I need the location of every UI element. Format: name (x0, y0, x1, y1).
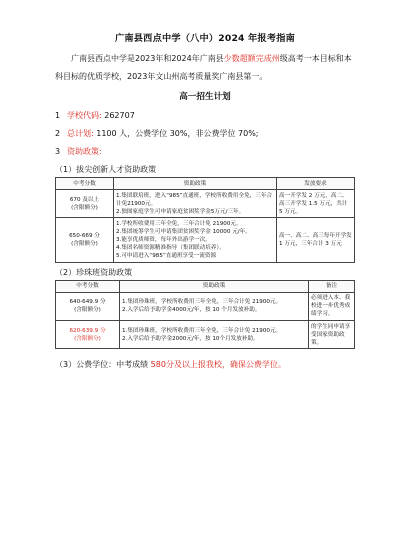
column-header: 中考分数 (56, 178, 114, 190)
note-cell: 的学生同申请享受国家资助政策。 (309, 320, 355, 348)
score-range: 620-639.9 分 (69, 327, 106, 334)
item-number: 1 (55, 111, 61, 120)
intro-paragraph (55, 50, 355, 86)
requirement-cell: 高一开学发 2 万元，高二、高三开学发 1.5 万元，共计 5 万元。 (277, 190, 355, 218)
item-total-plan (55, 126, 355, 142)
item-value: 262707 (104, 111, 135, 120)
subheading-pearl-class: （2）珍珠班资助政策 (55, 267, 133, 277)
policy-line: 2.入学后给予助学金2000元/年，按 10个月发放补助。 (122, 335, 259, 342)
document-body (55, 30, 355, 373)
item-number: 2 (55, 129, 61, 138)
item-aid-policy (55, 144, 355, 160)
policy-line: 2.独图家庭学生可申请家庭贫困奖学金5万元/三年。 (116, 208, 245, 215)
policy-cell (120, 292, 309, 320)
score-note: (含限额分) (74, 335, 101, 342)
column-header: 发放要求 (277, 178, 355, 190)
item-label: 总计划: (67, 129, 94, 138)
public-seat-note (55, 357, 355, 373)
policy-line: 3.能享优质师资，每年外出游学一次。 (116, 236, 211, 243)
score-cell (56, 292, 120, 320)
column-header: 中考分数 (56, 280, 120, 292)
policy-line: 2.集团统筹学生可申请集团贫困奖学金 10000 元/年。 (116, 228, 251, 235)
item-school-code (55, 108, 355, 124)
policy-line: 1.集团珍珠班，学校所收费用三年全免，三年合计免 21900元。 (122, 299, 282, 306)
item-value: 1100 人，公费学位 30%，非公费学位 70%; (96, 129, 259, 138)
intro-text-2: 级高考一本目标和本科目标的优质学校 (55, 54, 352, 81)
intro-highlight: 少数超额完成州 (223, 54, 280, 63)
table-row (56, 292, 355, 320)
item-label: 资助政策: (67, 147, 102, 156)
column-header: 资助政策 (114, 178, 277, 190)
table-row (56, 190, 355, 218)
table-row (56, 218, 355, 262)
score-cell (56, 218, 114, 262)
score-note: (含限额分) (71, 204, 98, 211)
policy-cell (114, 190, 277, 218)
public-seat-text: （3）公费学位：中考成绩 (55, 360, 151, 370)
note-cell: 必须进入本、我校进一步优秀成绩学习。 (309, 292, 355, 320)
policy-cell (120, 320, 309, 348)
table-row (56, 320, 355, 348)
score-range: 650-669 分 (69, 232, 100, 239)
column-header: 资助政策 (120, 280, 309, 292)
score-range: 670 及以上 (69, 196, 100, 203)
score-cell (56, 190, 114, 218)
policy-line: 4.集团名师资源精准指导（集团联动培养）。 (116, 244, 225, 251)
policy-line: 1.集团珍珠班，学校所收费用三年全免，三年合计免 21900元。 (122, 327, 282, 334)
intro-text-1: 广南县西点中学是2023年和2024年广南县 (71, 54, 224, 63)
policy-line: 5.可申请进入“985”直通班享受一流资源 (116, 252, 217, 259)
score-range: 640-649.9 分 (69, 299, 106, 306)
score-note: (含限额分) (74, 307, 101, 314)
policy-cell (114, 218, 277, 262)
intro-text-3: ，2023年文山州高考质量奖广南县第一。 (119, 72, 268, 81)
policy-line: 2.入学后给予助学金4000元/年，按 10 个月发放补助。 (122, 307, 261, 314)
column-header: 备注 (309, 280, 355, 292)
policy-line: 1.集团联培班，进入“985”直通班，学校所收费用全免，三年合计免21900元。 (116, 192, 273, 207)
pearl-class-table (55, 280, 355, 350)
item-number: 3 (55, 147, 61, 156)
requirement-cell: 高一、高二、高三每年开学发 1 万元，三年合计 3 万元 (277, 218, 355, 262)
document-title: 广南县西点中学（八中）2024 年报考指南 (115, 33, 295, 44)
policy-line: 1.学校所收费用三年全免，三年合计免 21900元。 (116, 220, 242, 227)
item-label: 学校代码: (67, 111, 102, 120)
score-note: (含限额分) (71, 240, 98, 247)
section-title: 高一招生计划 (179, 92, 231, 102)
public-seat-highlight: 580分及以上报我校，确保公费学位。 (150, 360, 286, 370)
subheading-top-talent: （1）拔尖创新人才资助政策 (55, 165, 157, 174)
table-header-row (56, 178, 355, 190)
top-talent-table (55, 177, 355, 263)
table-header-row (56, 280, 355, 292)
score-cell (56, 320, 120, 348)
